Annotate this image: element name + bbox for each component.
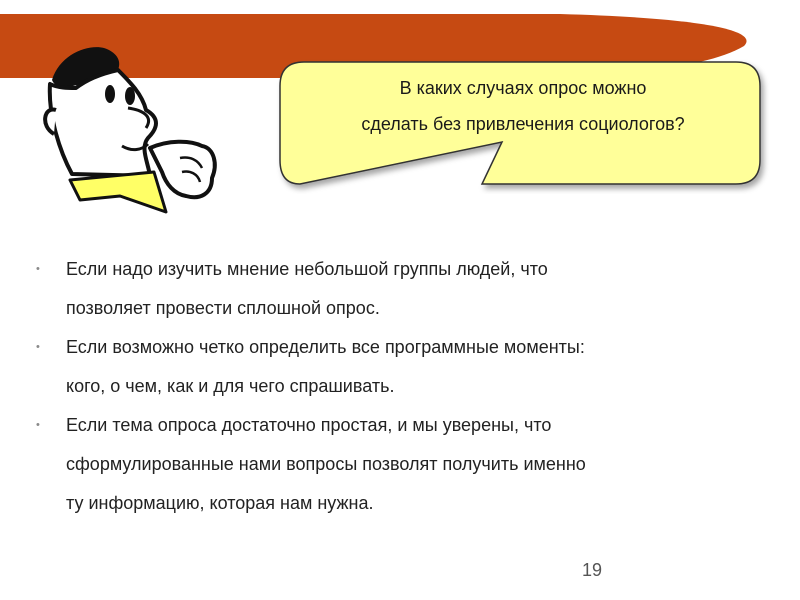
bubble-line: В каких случаях опрос можно	[399, 78, 647, 98]
bullet-icon: •	[36, 419, 40, 431]
bullet-icon: •	[36, 341, 40, 353]
bullet-icon: •	[36, 263, 40, 275]
bullet-line: Если тема опроса достаточно простая, и мы уверены, что	[66, 415, 552, 435]
bullet-list	[36, 250, 756, 523]
bullet-item	[36, 250, 756, 328]
bullet-line: ту информацию, которая нам нужна.	[66, 493, 374, 513]
bubble-line: сделать без привлечения социологов?	[361, 114, 685, 134]
bullet-line: позволяет провести сплошной опрос.	[66, 298, 380, 318]
bullet-line: сформулированные нами вопросы позволят получить именно	[66, 454, 586, 474]
bullet-item	[36, 328, 756, 406]
bullet-line: Если возможно четко определить все программные моменты:	[66, 337, 585, 357]
bullet-line: кого, о чем, как и для чего спрашивать.	[66, 376, 395, 396]
bullet-line: Если надо изучить мнение небольшой группы людей, что	[66, 259, 548, 279]
cartoon-man-icon	[30, 44, 230, 219]
bubble-question	[296, 70, 750, 142]
bullet-item	[36, 406, 756, 523]
page-number: 19	[581, 560, 603, 580]
